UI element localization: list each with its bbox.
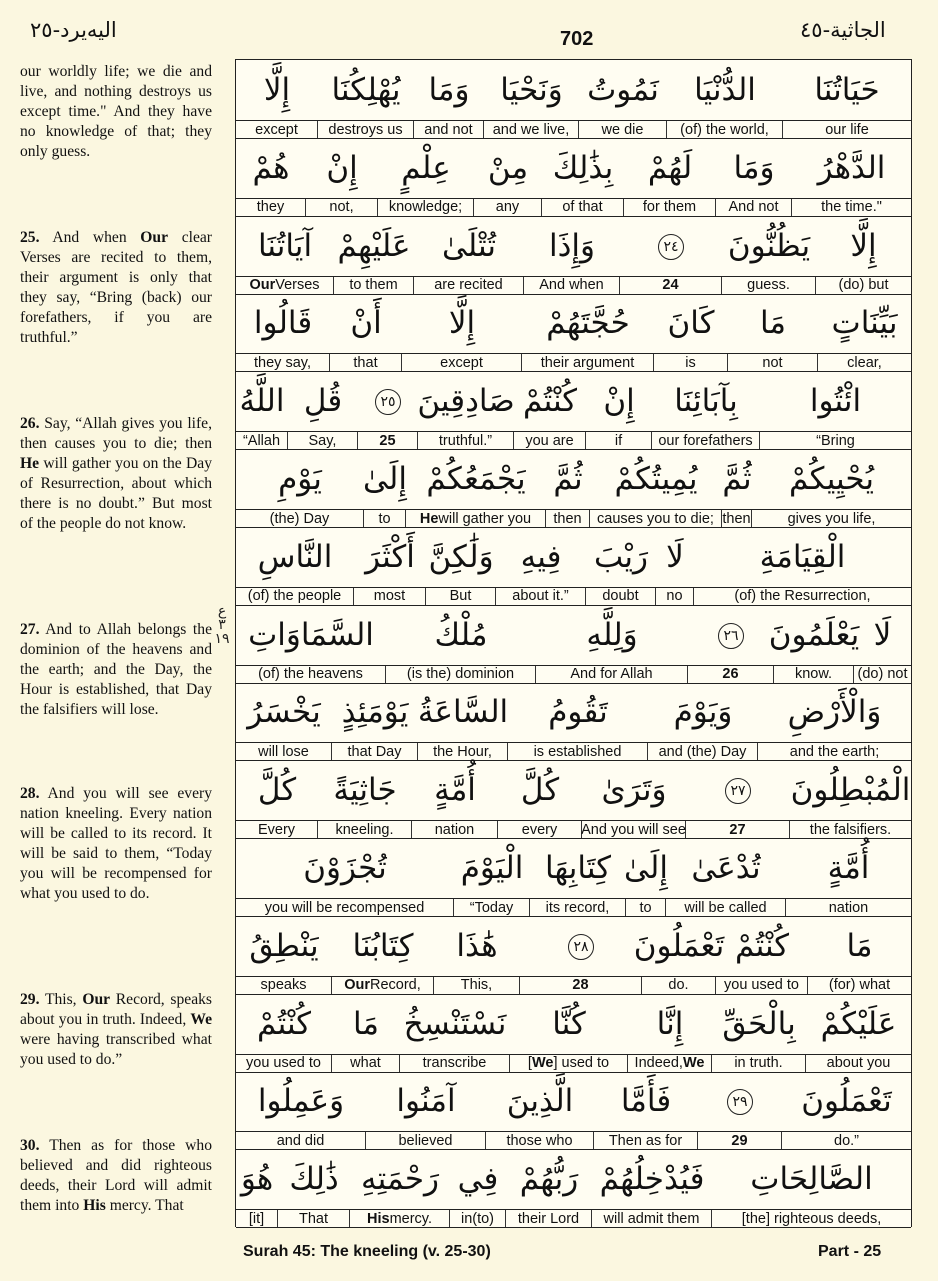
verse-end-marker: ٢٩ — [727, 1089, 753, 1115]
arabic-line — [236, 293, 911, 353]
arabic-word: نَسْتَنْسِخُ — [403, 1005, 507, 1042]
arabic-word: الدُّنْيَا — [694, 72, 756, 108]
english-gloss: to — [364, 510, 406, 527]
english-line — [236, 1131, 911, 1150]
english-gloss: and the earth; — [758, 743, 911, 760]
arabic-word: بِالْحَقِّ — [722, 1005, 796, 1042]
arabic-word: إِلَّا — [850, 227, 877, 264]
arabic-word: النَّاسِ — [257, 538, 333, 575]
english-gloss: Say, — [288, 432, 358, 449]
english-gloss: we die — [579, 121, 667, 138]
translation-emphasis: Our — [82, 991, 111, 1008]
verse-end-marker: ٢٥ — [375, 389, 401, 415]
english-gloss: of that — [542, 199, 624, 216]
translation-verse-25 — [20, 228, 212, 348]
arabic-word: فَيُدْخِلُهُمْ — [599, 1161, 705, 1198]
arabic-word: أَكْثَرَ — [365, 538, 415, 575]
english-gloss: transcribe — [400, 1055, 510, 1072]
english-gloss: (of) the people — [236, 588, 354, 605]
english-gloss: and (the) Day — [648, 743, 758, 760]
arabic-word: عِلْمٍ — [401, 149, 451, 186]
arabic-word: بَيِّنَاتٍ — [831, 305, 898, 342]
english-line — [236, 898, 911, 917]
arabic-word: كُلَّ — [520, 772, 560, 809]
english-gloss: then — [546, 510, 590, 527]
english-gloss: about it.” — [496, 588, 586, 605]
english-gloss: kneeling. — [318, 821, 412, 838]
translation-emphasis: He — [20, 455, 40, 472]
arabic-word: قُلِ — [303, 383, 343, 420]
english-gloss: our life — [783, 121, 911, 138]
translation-text: Say, “Allah gives you life, then causes you to die; then — [20, 415, 212, 452]
english-gloss: do. — [642, 977, 716, 994]
arabic-word: وَمَا — [428, 72, 470, 108]
part-name-arabic: اليه‌يرد-٢٥ — [30, 18, 117, 42]
verse-number: 30. — [20, 1137, 40, 1154]
arabic-word: حَيَاتُنَا — [814, 72, 880, 108]
arabic-line — [236, 916, 911, 976]
arabic-word: الصَّالِحَاتِ — [750, 1161, 873, 1198]
english-gloss: their Lord — [506, 1210, 592, 1227]
arabic-word: يَوْمَئِذٍ — [341, 694, 409, 731]
verse-row — [236, 1071, 911, 1149]
english-gloss: clear, — [818, 354, 911, 371]
english-gloss: not, — [306, 199, 378, 216]
arabic-word: جَاثِيَةً — [333, 772, 397, 809]
arabic-word: الْمُبْطِلُونَ — [790, 772, 911, 809]
arabic-line — [236, 527, 911, 587]
arabic-word: كِتَابِهَا — [545, 850, 611, 886]
arabic-word: صَادِقِينَ — [417, 383, 515, 420]
arabic-word: إِلَىٰ — [363, 461, 407, 497]
arabic-word: مَا — [352, 1005, 380, 1042]
english-gloss: will lose — [236, 743, 332, 760]
english-gloss: (do) not — [854, 666, 911, 683]
english-line — [236, 976, 911, 995]
translation-text: will gather you on the Day of Resurrection, about which there is no doubt.” But most of the people do not know. — [20, 455, 212, 532]
arabic-word: حُجَّتَهُمْ — [546, 305, 630, 342]
arabic-word: آمَنُوا — [396, 1083, 456, 1120]
arabic-word: يَنْطِقُ — [249, 927, 319, 964]
ruku-marker: ع ٣ ١٩ — [214, 603, 230, 647]
arabic-word: تَعْمَلُونَ — [801, 1083, 892, 1120]
arabic-word: كُلَّ — [257, 772, 297, 809]
arabic-word: وَمَا — [733, 149, 775, 186]
surah-name-arabic: الجاثية-٤٥ — [800, 18, 886, 42]
verse-row — [236, 1149, 911, 1227]
arabic-word: هُمْ — [252, 149, 290, 186]
english-gloss: (of) the Resurrection, — [694, 588, 911, 605]
arabic-word: كُنَّا — [552, 1005, 586, 1042]
english-gloss: But — [426, 588, 496, 605]
verse-row — [236, 682, 911, 760]
arabic-word: يَجْمَعُكُمْ — [426, 461, 526, 497]
arabic-word: فَأَمَّا — [620, 1083, 672, 1120]
translation-text: mercy. That — [109, 1197, 184, 1214]
english-gloss: that Day — [332, 743, 418, 760]
arabic-line — [236, 994, 911, 1054]
english-gloss: the Hour, — [418, 743, 508, 760]
english-gloss: its record, — [530, 899, 626, 916]
translation-text: Then as for those who believed and did righteous deeds, their Lord will admit them into — [20, 1137, 213, 1214]
english-gloss: in truth. — [712, 1055, 806, 1072]
english-gloss: knowledge; — [378, 199, 474, 216]
arabic-word: رَيْبَ — [593, 538, 649, 575]
english-gloss: to — [626, 899, 666, 916]
arabic-word: يَعْلَمُونَ — [768, 616, 860, 653]
verse-row — [236, 60, 911, 138]
english-line — [236, 1209, 911, 1228]
arabic-word: وَلِلَّهِ — [586, 616, 638, 653]
english-line — [236, 120, 911, 139]
arabic-line — [236, 605, 911, 665]
translation-text: And to Allah belongs the dominion of the heavens and the earth; and the Day, the Hour is established, that Day the falsifiers will lose. — [20, 621, 212, 718]
translation-verse-28 — [20, 784, 212, 904]
arabic-word: لَهُمْ — [647, 149, 693, 186]
english-line — [236, 509, 911, 528]
translation-text: And when — [52, 229, 127, 246]
english-gloss: Then as for — [594, 1132, 698, 1149]
arabic-word: بِذَٰلِكَ — [552, 149, 614, 186]
arabic-line — [236, 838, 911, 898]
translation-emphasis: We — [190, 1011, 212, 1028]
arabic-word: وَتَرَىٰ — [601, 772, 667, 809]
english-gloss: 25 — [358, 432, 418, 449]
arabic-word: وَالْأَرْضِ — [787, 694, 882, 731]
translation-text: Record, speaks about you in truth. Indeed, — [20, 991, 213, 1028]
arabic-word: تُتْلَىٰ — [441, 227, 497, 264]
arabic-line — [236, 449, 911, 509]
english-gloss: in(to) — [450, 1210, 506, 1227]
english-gloss: their argument — [522, 354, 654, 371]
english-gloss: (for) what — [808, 977, 911, 994]
english-gloss: you used to — [716, 977, 808, 994]
arabic-word: وَعَمِلُوا — [257, 1083, 345, 1120]
verse-number: 27. — [20, 621, 40, 638]
english-gloss: He will gather you — [406, 510, 546, 527]
english-gloss: except — [402, 354, 522, 371]
arabic-word: قَالُوا — [253, 305, 313, 342]
arabic-word: إِلَىٰ — [624, 850, 668, 886]
arabic-word: وَلَٰكِنَّ — [428, 538, 494, 575]
english-gloss: causes you to die; — [590, 510, 722, 527]
arabic-word: يَوْمِ — [278, 461, 322, 497]
arabic-line — [236, 138, 911, 198]
translation-verse-27 — [20, 620, 212, 720]
arabic-word: مُلْكُ — [434, 616, 488, 653]
english-gloss: you used to — [236, 1055, 332, 1072]
arabic-line — [236, 216, 911, 276]
arabic-word: إِلَّا — [448, 305, 476, 342]
arabic-word: بِآبَائِنَا — [674, 383, 738, 420]
arabic-word: تَقُومُ — [548, 694, 608, 731]
arabic-word: أُمَّةٍ — [827, 850, 870, 886]
arabic-word: تُجْزَوْنَ — [303, 850, 387, 886]
english-line — [236, 431, 911, 450]
english-gloss: they say, — [236, 354, 330, 371]
translation-verse-26 — [20, 414, 212, 534]
footer-surah: Surah 45: The kneeling (v. 25-30) — [243, 1243, 491, 1260]
english-line — [236, 742, 911, 761]
translation-emphasis: His — [83, 1197, 106, 1214]
english-gloss: truthful.” — [418, 432, 514, 449]
english-gloss: Every — [236, 821, 318, 838]
arabic-word: عَلَيْهِمْ — [337, 227, 411, 264]
english-gloss: Our Verses — [236, 277, 334, 294]
english-gloss: is — [654, 354, 728, 371]
arabic-word: كِتَابُنَا — [352, 927, 414, 964]
arabic-word: نَمُوتُ — [587, 72, 659, 108]
english-gloss: for them — [624, 199, 716, 216]
english-gloss: nation — [412, 821, 498, 838]
arabic-word: الْيَوْمَ — [460, 850, 524, 886]
english-gloss: believed — [366, 1132, 486, 1149]
footer-part: Part - 25 — [818, 1243, 882, 1260]
translation-verse-30 — [20, 1136, 212, 1216]
verse-number: 29. — [20, 991, 40, 1008]
english-line — [236, 276, 911, 295]
english-gloss: what — [332, 1055, 400, 1072]
english-gloss: know. — [774, 666, 854, 683]
english-gloss: “Allah — [236, 432, 288, 449]
english-gloss: are recited — [414, 277, 524, 294]
english-gloss: Our Record, — [332, 977, 434, 994]
english-gloss: if — [586, 432, 652, 449]
arabic-word: تَعْمَلُونَ — [633, 927, 725, 964]
verse-row — [236, 838, 911, 916]
english-gloss: [ We ] used to — [510, 1055, 628, 1072]
verse-end-marker: ٢٤ — [658, 234, 684, 260]
arabic-word: السَّاعَةُ — [417, 694, 509, 731]
english-gloss: And for Allah — [536, 666, 688, 683]
arabic-word: تُدْعَىٰ — [691, 850, 761, 886]
verse-row — [236, 293, 911, 371]
arabic-word: وَإِذَا — [549, 227, 596, 264]
verse-number: 26. — [20, 415, 40, 432]
english-gloss: guess. — [722, 277, 816, 294]
english-gloss: except — [236, 121, 318, 138]
arabic-word: السَّمَاوَاتِ — [248, 616, 374, 653]
english-gloss: the falsifiers. — [790, 821, 911, 838]
english-gloss: every — [498, 821, 582, 838]
english-gloss: (do) but — [816, 277, 911, 294]
arabic-word: آيَاتُنَا — [257, 227, 313, 264]
arabic-word: يَظُنُّونَ — [727, 227, 811, 264]
arabic-word: كَانَ — [667, 305, 715, 342]
verse-row — [236, 216, 911, 294]
page-number: 702 — [560, 28, 594, 50]
arabic-line — [236, 682, 911, 742]
arabic-word: اللَّهُ — [239, 383, 285, 420]
english-gloss: And when — [524, 277, 620, 294]
verse-row — [236, 994, 911, 1072]
arabic-word: هُوَ — [240, 1161, 274, 1198]
english-gloss: (is the) dominion — [386, 666, 536, 683]
english-gloss: 24 — [620, 277, 722, 294]
translation-text: This, — [44, 991, 77, 1008]
english-gloss: (of) the world, — [667, 121, 783, 138]
translation-verse-24 — [20, 62, 212, 162]
arabic-word: ذَٰلِكَ — [289, 1161, 339, 1198]
verse-row — [236, 605, 911, 683]
english-gloss: they — [236, 199, 306, 216]
arabic-word: وَنَحْيَا — [500, 72, 563, 108]
english-line — [236, 353, 911, 372]
english-gloss: and did — [236, 1132, 366, 1149]
arabic-word: مَا — [846, 927, 873, 964]
arabic-word: ثُمَّ — [553, 461, 583, 497]
arabic-word: يُمِيتُكُمْ — [614, 461, 698, 497]
english-gloss: any — [474, 199, 542, 216]
arabic-word: فِي — [457, 1161, 499, 1198]
english-gloss: and not — [414, 121, 484, 138]
arabic-line — [236, 760, 911, 820]
arabic-word: إِنَّا — [656, 1005, 684, 1042]
translation-text: And you will see every nation kneeling. Every nation will be called to its record. It will be said to them, “Today you will be recompensed for what you used to do. — [20, 785, 213, 902]
arabic-word: أَنْ — [350, 305, 382, 342]
arabic-word: عَلَيْكُمْ — [820, 1005, 897, 1042]
english-gloss: This, — [434, 977, 520, 994]
verse-number: 25. — [20, 229, 40, 246]
verse-row — [236, 760, 911, 838]
arabic-word: يُحْيِيكُمْ — [788, 461, 875, 497]
english-gloss: you are — [514, 432, 586, 449]
english-gloss: [the] righteous deeds, — [712, 1210, 911, 1227]
arabic-word: مَا — [759, 305, 787, 342]
verse-end-marker: ٢٨ — [568, 934, 594, 960]
arabic-word: لَا — [666, 538, 684, 575]
arabic-word: رَبُّهُمْ — [519, 1161, 579, 1198]
english-gloss: (of) the heavens — [236, 666, 386, 683]
verse-row — [236, 138, 911, 216]
english-gloss: doubt — [586, 588, 656, 605]
arabic-word: إِنْ — [326, 149, 358, 186]
english-line — [236, 820, 911, 839]
arabic-word: هَٰذَا — [456, 927, 498, 964]
english-gloss: the time." — [792, 199, 911, 216]
arabic-line — [236, 371, 911, 431]
translation-text: clear Verses are recited to them, their argument is only that they say, “Bring (back) our forefathers, if you are truthful.” — [20, 229, 212, 346]
english-gloss: And not — [716, 199, 792, 216]
english-gloss: gives you life, — [752, 510, 911, 527]
translation-text: were having transcribed what you used to do.” — [20, 1031, 212, 1068]
arabic-word: أُمَّةٍ — [434, 772, 476, 809]
english-gloss: will be called — [666, 899, 786, 916]
english-gloss: 26 — [688, 666, 774, 683]
verse-end-marker: ٢٦ — [718, 623, 744, 649]
english-gloss: 28 — [520, 977, 642, 994]
arabic-word: وَيَوْمَ — [673, 694, 733, 731]
verse-row — [236, 449, 911, 527]
english-gloss: you will be recompensed — [236, 899, 454, 916]
arabic-word: الْقِيَامَةِ — [759, 538, 846, 575]
english-gloss: And you will see — [581, 821, 686, 838]
verse-number: 28. — [20, 785, 40, 802]
arabic-word: يَخْسَرُ — [247, 694, 321, 731]
english-gloss: will admit them — [592, 1210, 712, 1227]
verse-row — [236, 371, 911, 449]
english-gloss: (the) Day — [236, 510, 364, 527]
arabic-word: الَّذِينَ — [506, 1083, 574, 1120]
english-gloss: do.” — [782, 1132, 911, 1149]
english-gloss: most — [354, 588, 426, 605]
english-gloss: That — [278, 1210, 350, 1227]
english-gloss: those who — [486, 1132, 594, 1149]
english-line — [236, 1054, 911, 1073]
english-gloss: is established — [508, 743, 648, 760]
english-gloss: our forefathers — [652, 432, 760, 449]
arabic-line — [236, 60, 911, 120]
arabic-line — [236, 1071, 911, 1131]
arabic-line — [236, 1149, 911, 1209]
arabic-word: ائْتُوا — [809, 383, 862, 420]
english-gloss: no — [656, 588, 694, 605]
verse-row — [236, 916, 911, 994]
english-gloss: 29 — [698, 1132, 782, 1149]
english-line — [236, 665, 911, 684]
arabic-word: إِنْ — [603, 383, 635, 420]
verse-row — [236, 527, 911, 605]
arabic-word: كُنْتُمْ — [522, 383, 578, 420]
english-line — [236, 198, 911, 217]
english-gloss: that — [330, 354, 402, 371]
arabic-word: يُهْلِكُنَا — [331, 72, 401, 108]
translation-emphasis: Our — [140, 229, 169, 246]
english-gloss: [it] — [236, 1210, 278, 1227]
word-by-word-grid — [235, 59, 912, 1227]
english-gloss: “Today — [454, 899, 530, 916]
english-gloss: 27 — [686, 821, 790, 838]
english-gloss: Indeed, We — [628, 1055, 712, 1072]
arabic-word: رَحْمَتِهِ — [360, 1161, 440, 1198]
english-gloss: about you — [806, 1055, 911, 1072]
english-gloss: to them — [334, 277, 414, 294]
arabic-word: كُنْتُمْ — [256, 1005, 312, 1042]
english-line — [236, 587, 911, 606]
english-gloss: speaks — [236, 977, 332, 994]
translation-verse-29 — [20, 990, 212, 1070]
arabic-word: كُنْتُمْ — [734, 927, 790, 964]
english-gloss: “Bring — [760, 432, 911, 449]
arabic-word: إِلَّا — [263, 72, 291, 108]
arabic-word: الدَّهْرُ — [817, 149, 886, 186]
english-gloss: His mercy. — [350, 1210, 450, 1227]
english-gloss: then — [722, 510, 751, 527]
arabic-word: ثُمَّ — [722, 461, 752, 497]
english-gloss: destroys us — [318, 121, 414, 138]
translation-text: our worldly life; we die and live, and nothing destroys us except time." And they have no knowledge of that; they only guess. — [20, 63, 212, 160]
arabic-word: فِيهِ — [520, 538, 562, 575]
english-gloss: nation — [786, 899, 911, 916]
english-gloss: not — [728, 354, 818, 371]
verse-end-marker: ٢٧ — [725, 778, 751, 804]
english-gloss: and we live, — [484, 121, 579, 138]
arabic-word: مِنْ — [487, 149, 529, 186]
arabic-word: لَا — [873, 616, 892, 653]
